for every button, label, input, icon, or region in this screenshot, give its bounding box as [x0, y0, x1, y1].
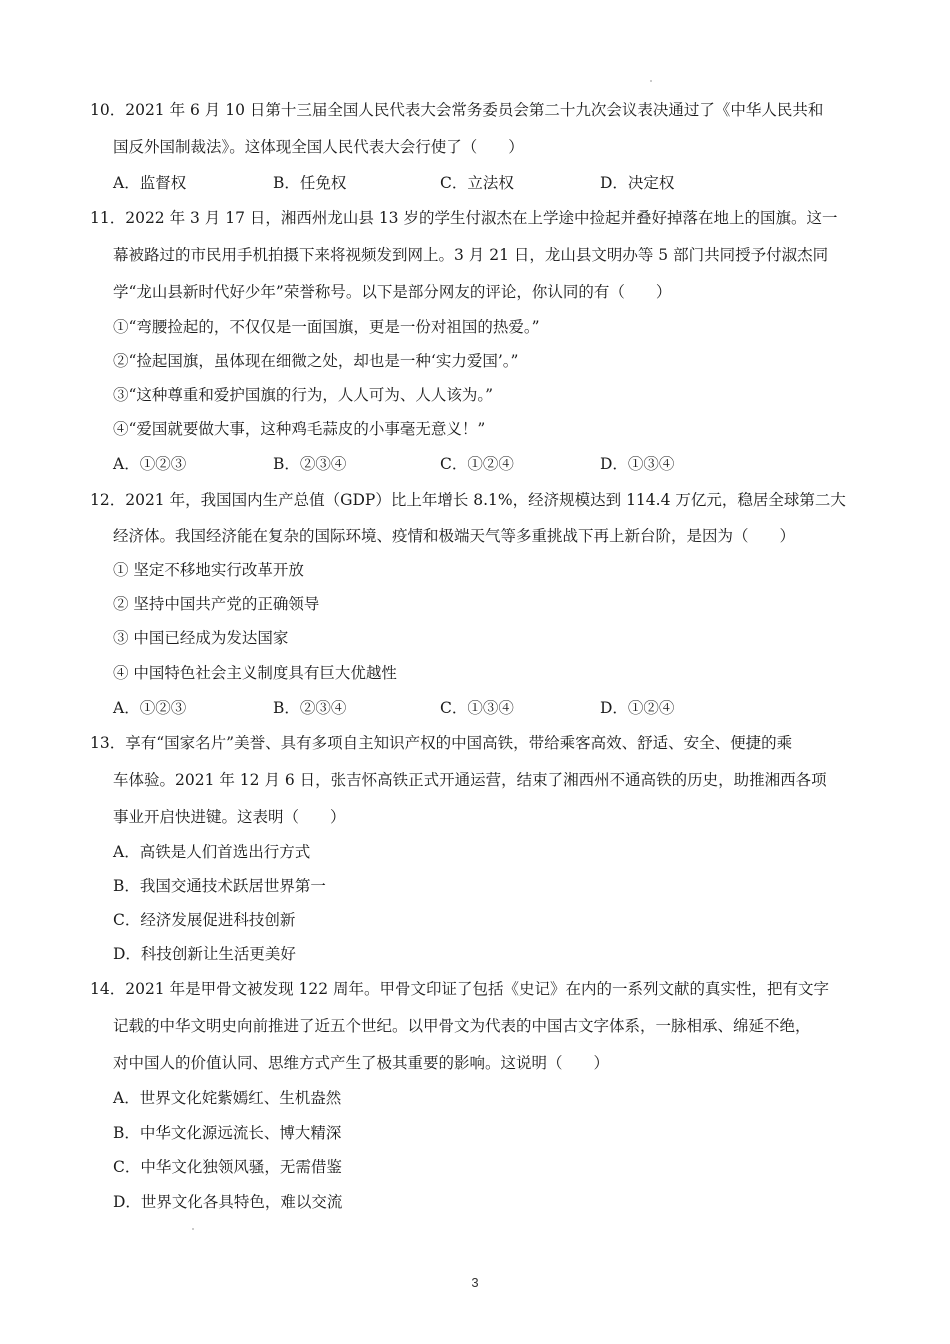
q13-option-c: C．经济发展促进科技创新 [113, 911, 296, 929]
q10-option-b: B．任免权 [273, 174, 347, 192]
q11-item-4: ④“爱国就要做大事，这种鸡毛蒜皮的小事毫无意义！” [113, 420, 486, 438]
q13-stem-line-3: 事业开启快进键。这表明（ ） [113, 808, 346, 826]
q10-option-d: D．决定权 [600, 174, 675, 192]
q13-option-b: B．我国交通技术跃居世界第一 [113, 877, 326, 895]
q12-stem-line-2: 经济体。我国经济能在复杂的国际环境、疫情和极端天气等多重挑战下再上新台阶，是因为（ ） [113, 527, 796, 545]
q12-option-d: D．①②④ [600, 699, 675, 717]
q11-option-a: A．①②③ [113, 455, 187, 473]
q11-item-1: ①“弯腰捡起的，不仅仅是一面国旗，更是一份对祖国的热爱。” [113, 318, 540, 336]
q11-stem-line-1: 11．2022 年 3 月 17 日，湘西州龙山县 13 岁的学生付淑杰在上学途中捡起并叠好掉落在地上的国旗。这一 [90, 209, 838, 227]
q11-option-d: D．①③④ [600, 455, 675, 473]
q12-option-b: B．②③④ [273, 699, 347, 717]
q14-option-c: C．中华文化独领风骚，无需借鉴 [113, 1158, 342, 1176]
q13-stem-line-1: 13．享有“国家名片”美誉、具有多项自主知识产权的中国高铁，带给乘客高效、舒适、安全、便捷的乘 [90, 734, 793, 752]
q14-option-d: D．世界文化各具特色，难以交流 [113, 1193, 343, 1211]
q10-option-a: A．监督权 [113, 174, 187, 192]
q11-stem-line-2: 幕被路过的市民用手机拍摄下来将视频发到网上。3 月 21 日，龙山县文明办等 5 部门共同授予付淑杰同 [113, 246, 829, 264]
q14-option-a: A．世界文化姹紫嫣红、生机盎然 [113, 1089, 342, 1107]
q14-stem-line-1: 14．2021 年是甲骨文被发现 122 周年。甲骨文印证了包括《史记》在内的一系列文献的真实性，把有文字 [90, 980, 830, 998]
q12-item-2: ② 坚持中国共产党的正确领导 [113, 595, 320, 613]
speck-mark [192, 1228, 194, 1230]
q10-stem-line-1: 10．2021 年 6 月 10 日第十三届全国人民代表大会常务委员会第二十九次会议表决通过了《中华人民共和 [90, 101, 824, 119]
q13-option-a: A．高铁是人们首选出行方式 [113, 843, 311, 861]
q11-option-c: C．①②④ [440, 455, 514, 473]
page-number: 3 [471, 1275, 479, 1290]
q12-option-c: C．①③④ [440, 699, 514, 717]
q11-item-3: ③“这种尊重和爱护国旗的行为，人人可为、人人该为。” [113, 386, 494, 404]
speck-mark [650, 80, 652, 82]
q11-stem-line-3: 学“龙山县新时代好少年”荣誉称号。以下是部分网友的评论，你认同的有（ ） [113, 283, 672, 301]
q10-stem-line-2: 国反外国制裁法》。这体现全国人民代表大会行使了（ ） [113, 138, 524, 156]
q14-stem-line-2: 记载的中华文明史向前推进了近五个世纪。以甲骨文为代表的中国古文字体系，一脉相承、绵延不绝， [113, 1017, 811, 1035]
q14-stem-line-3: 对中国人的价值认同、思维方式产生了极其重要的影响。这说明（ ） [113, 1054, 610, 1072]
q11-option-b: B．②③④ [273, 455, 347, 473]
q10-option-c: C．立法权 [440, 174, 514, 192]
q11-item-2: ②“捡起国旗，虽体现在细微之处，却也是一种‘实力爱国’。” [113, 352, 519, 370]
q12-item-1: ① 坚定不移地实行改革开放 [113, 561, 304, 579]
q12-stem-line-1: 12．2021 年，我国国内生产总值（GDP）比上年增长 8.1%，经济规模达到 114.4 万亿元，稳居全球第二大 [90, 491, 846, 509]
q12-item-4: ④ 中国特色社会主义制度具有巨大优越性 [113, 664, 397, 682]
q12-item-3: ③ 中国已经成为发达国家 [113, 629, 289, 647]
q12-option-a: A．①②③ [113, 699, 187, 717]
q13-stem-line-2: 车体验。2021 年 12 月 6 日，张吉怀高铁正式开通运营，结束了湘西州不通高铁的历史，助推湘西各项 [113, 771, 827, 789]
q14-option-b: B．中华文化源远流长、博大精深 [113, 1124, 342, 1142]
q13-option-d: D．科技创新让生活更美好 [113, 945, 296, 963]
